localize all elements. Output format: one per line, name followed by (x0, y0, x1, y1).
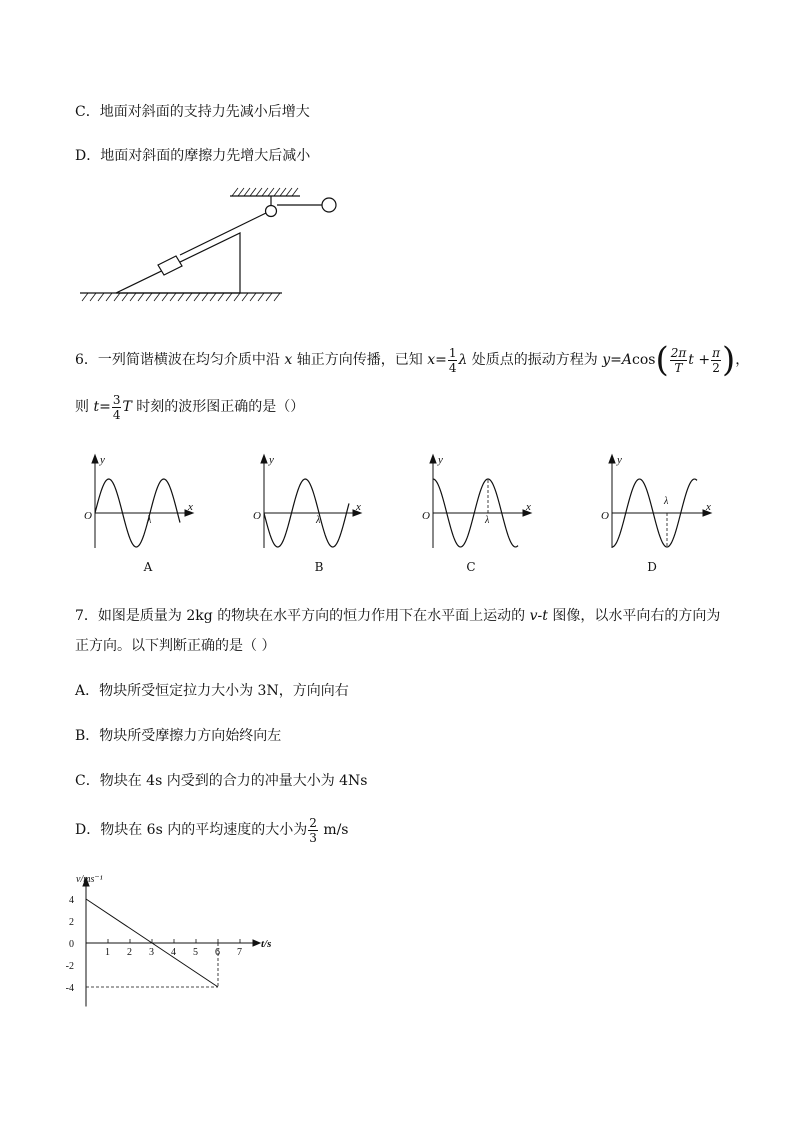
q7-option-d-text: D．物块在 6s 内的平均速度的大小为 (75, 822, 308, 838)
v-tick-label: 4 (69, 895, 74, 906)
t-tick-label: 6 (215, 947, 220, 958)
q7-option-b: B．物块所受摩擦力方向始终向左 (75, 728, 282, 744)
frac-num: 3 (112, 392, 121, 407)
q6-period: T (122, 399, 132, 415)
q7-vt: v-t (529, 608, 548, 624)
q5-option-d: D．地面对斜面的摩擦力先增大后减小 (75, 148, 311, 164)
q7-text: 的物块在水平方向的恒力作用下在水平面上运动的 (217, 608, 526, 624)
frac-num: 2π (670, 345, 687, 360)
q6-text: 一列简谐横波在均匀介质中沿 (97, 352, 280, 368)
frac-num: π (712, 345, 720, 360)
origin-label: O (422, 510, 430, 522)
origin-label: O (601, 510, 609, 522)
lambda-label: λ (485, 515, 490, 526)
t-tick-label: 7 (237, 947, 242, 958)
v-tick-label: 2 (69, 917, 74, 928)
lambda-label: λ (147, 515, 152, 526)
q7-option-d-unit: m/s (323, 822, 349, 838)
x-axis-label: x (526, 501, 531, 513)
frac-den: 4 (112, 407, 121, 422)
frac-den: 4 (448, 360, 457, 375)
q6-text: 轴正方向传播，已知 (296, 352, 423, 368)
q7-text: 如图是质量为 (97, 608, 182, 624)
y-axis-label: y (100, 454, 105, 466)
option-a-caption: A (143, 560, 153, 574)
q7-option-c: C．物块在 4s 内受到的合力的冲量大小为 4Ns (75, 773, 368, 789)
t-tick-label: 3 (149, 947, 154, 958)
x-axis-label: x (356, 501, 361, 513)
option-c-caption: C (466, 560, 476, 574)
q7-stem-line2: 正方向。以下判断正确的是（ ） (75, 638, 276, 654)
origin-label: O (84, 510, 92, 522)
option-d-caption: D (647, 560, 657, 574)
q6-stem-line1: 6．一列简谐横波在均匀介质中沿 x 轴正方向传播，已知 x= $\frac{1}{4}$ λ 处质点的振动方程为 y=Acos( $\frac{2\pi}{T}$ t + $\frac{\pi}{2}$ )， (75, 340, 750, 380)
q6-x-eq: x= (427, 352, 447, 368)
t-axis-label: t/s (261, 938, 272, 950)
x-axis-label: x (706, 501, 711, 513)
frac-num: 2 (309, 815, 317, 830)
lambda-label: λ (316, 515, 321, 526)
v-tick-label: -4 (65, 983, 74, 994)
q6-y-eq: y=A (602, 352, 632, 368)
q6-axis-x: x (284, 352, 293, 368)
q6-comma: ， (735, 352, 750, 368)
y-axis-label: y (617, 454, 622, 466)
q6-t-plus: t + (688, 352, 711, 368)
t-axis-arrow (253, 940, 260, 946)
q5-option-c: C．地面对斜面的支持力先减小后增大 (75, 104, 310, 120)
option-b-caption: B (314, 560, 324, 574)
q6-text: 时刻的波形图正确的是（） (136, 399, 305, 415)
q7-text: 图像，以水平向右的方向为 (552, 608, 721, 624)
q6-text: 处质点的振动方程为 (471, 352, 598, 368)
q6-number: 6． (75, 352, 98, 368)
y-axis-label: y (438, 454, 443, 466)
x-axis-label: x (188, 501, 193, 513)
y-axis-label: y (269, 454, 274, 466)
t-tick-label: 1 (105, 947, 110, 958)
frac-den: 2 (712, 360, 720, 375)
vt-plot (66, 874, 272, 1007)
q6-text: 则 (75, 399, 89, 415)
frac-den: 3 (309, 830, 317, 845)
v-axis-label: v/ms⁻¹ (76, 874, 103, 885)
q7-number: 7． (75, 608, 98, 624)
lambda-label: λ (664, 496, 669, 507)
frac-den: T (674, 360, 683, 375)
v-tick-label: 0 (69, 939, 74, 950)
frac-num: 1 (448, 345, 457, 360)
q6-lambda: λ (458, 352, 468, 368)
t-tick-label: 4 (171, 947, 176, 958)
t-tick-label: 5 (193, 947, 198, 958)
v-tick-label: -2 (65, 961, 74, 972)
q7-mass: 2kg (186, 608, 213, 624)
q6-cos: cos (632, 352, 656, 368)
q7-option-a: A．物块所受恒定拉力大小为 3N，方向向右 (75, 683, 349, 699)
origin-label: O (253, 510, 261, 522)
q6-t-eq: t= (93, 399, 111, 415)
t-tick-label: 2 (127, 947, 132, 958)
